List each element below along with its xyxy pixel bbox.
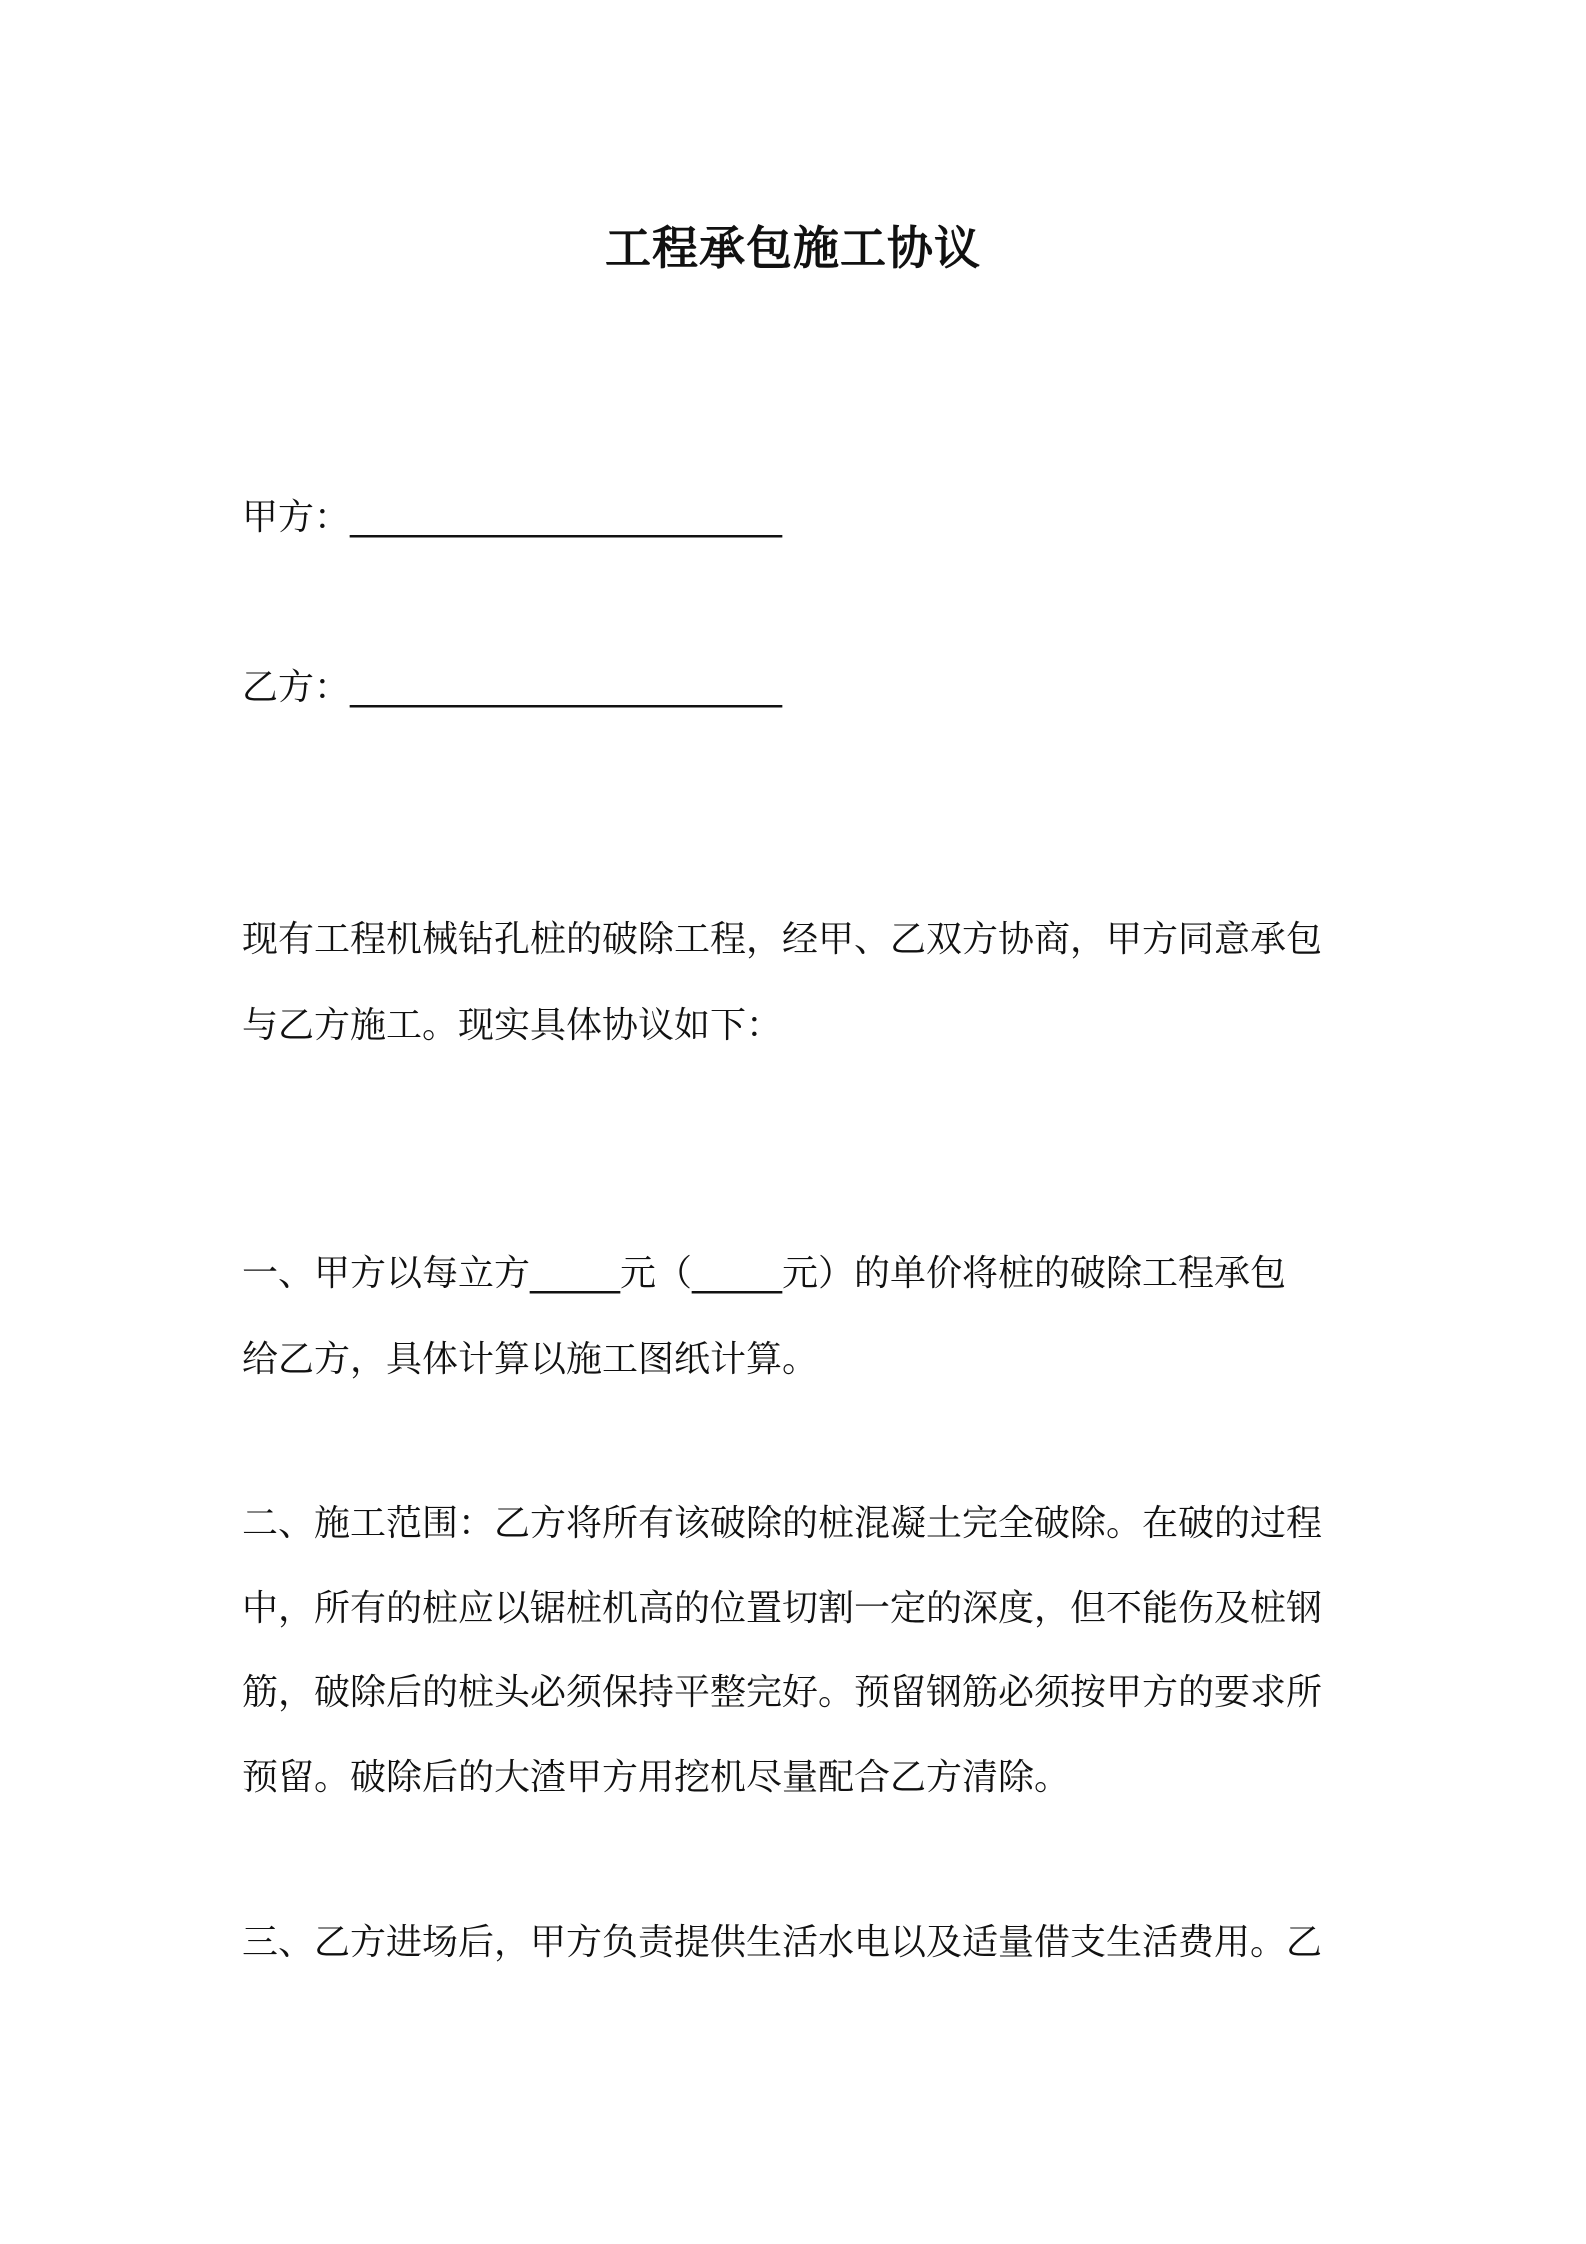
intro-line-2: 与乙方施工。现实具体协议如下： [242, 1005, 783, 1046]
party-a-line: 甲方：________________________ [242, 497, 783, 538]
clause-1-line-2: 给乙方，具体计算以施工图纸计算。 [242, 1339, 819, 1380]
clause-2-line-4: 预留。破除后的大渣甲方用挖机尽量配合乙方清除。 [242, 1757, 1071, 1798]
intro-line-1: 现有工程机械钻孔桩的破除工程，经甲、乙双方协商，甲方同意承包 [242, 919, 1323, 960]
document-title: 工程承包施工协议 [605, 221, 981, 275]
clause-2-line-2: 中，所有的桩应以锯桩机高的位置切割一定的深度，但不能伤及桩钢 [242, 1588, 1323, 1629]
clause-3-line-1: 三、乙方进场后，甲方负责提供生活水电以及适量借支生活费用。乙 [242, 1922, 1323, 1963]
clause-1-line-1: 一、甲方以每立方_____元（_____元）的单价将桩的破除工程承包 [242, 1253, 1287, 1294]
clause-2-line-3: 筋，破除后的桩头必须保持平整完好。预留钢筋必须按甲方的要求所 [242, 1672, 1323, 1713]
party-b-line: 乙方：________________________ [242, 667, 783, 708]
clause-2-line-1: 二、施工范围：乙方将所有该破除的桩混凝土完全破除。在破的过程 [242, 1503, 1323, 1544]
